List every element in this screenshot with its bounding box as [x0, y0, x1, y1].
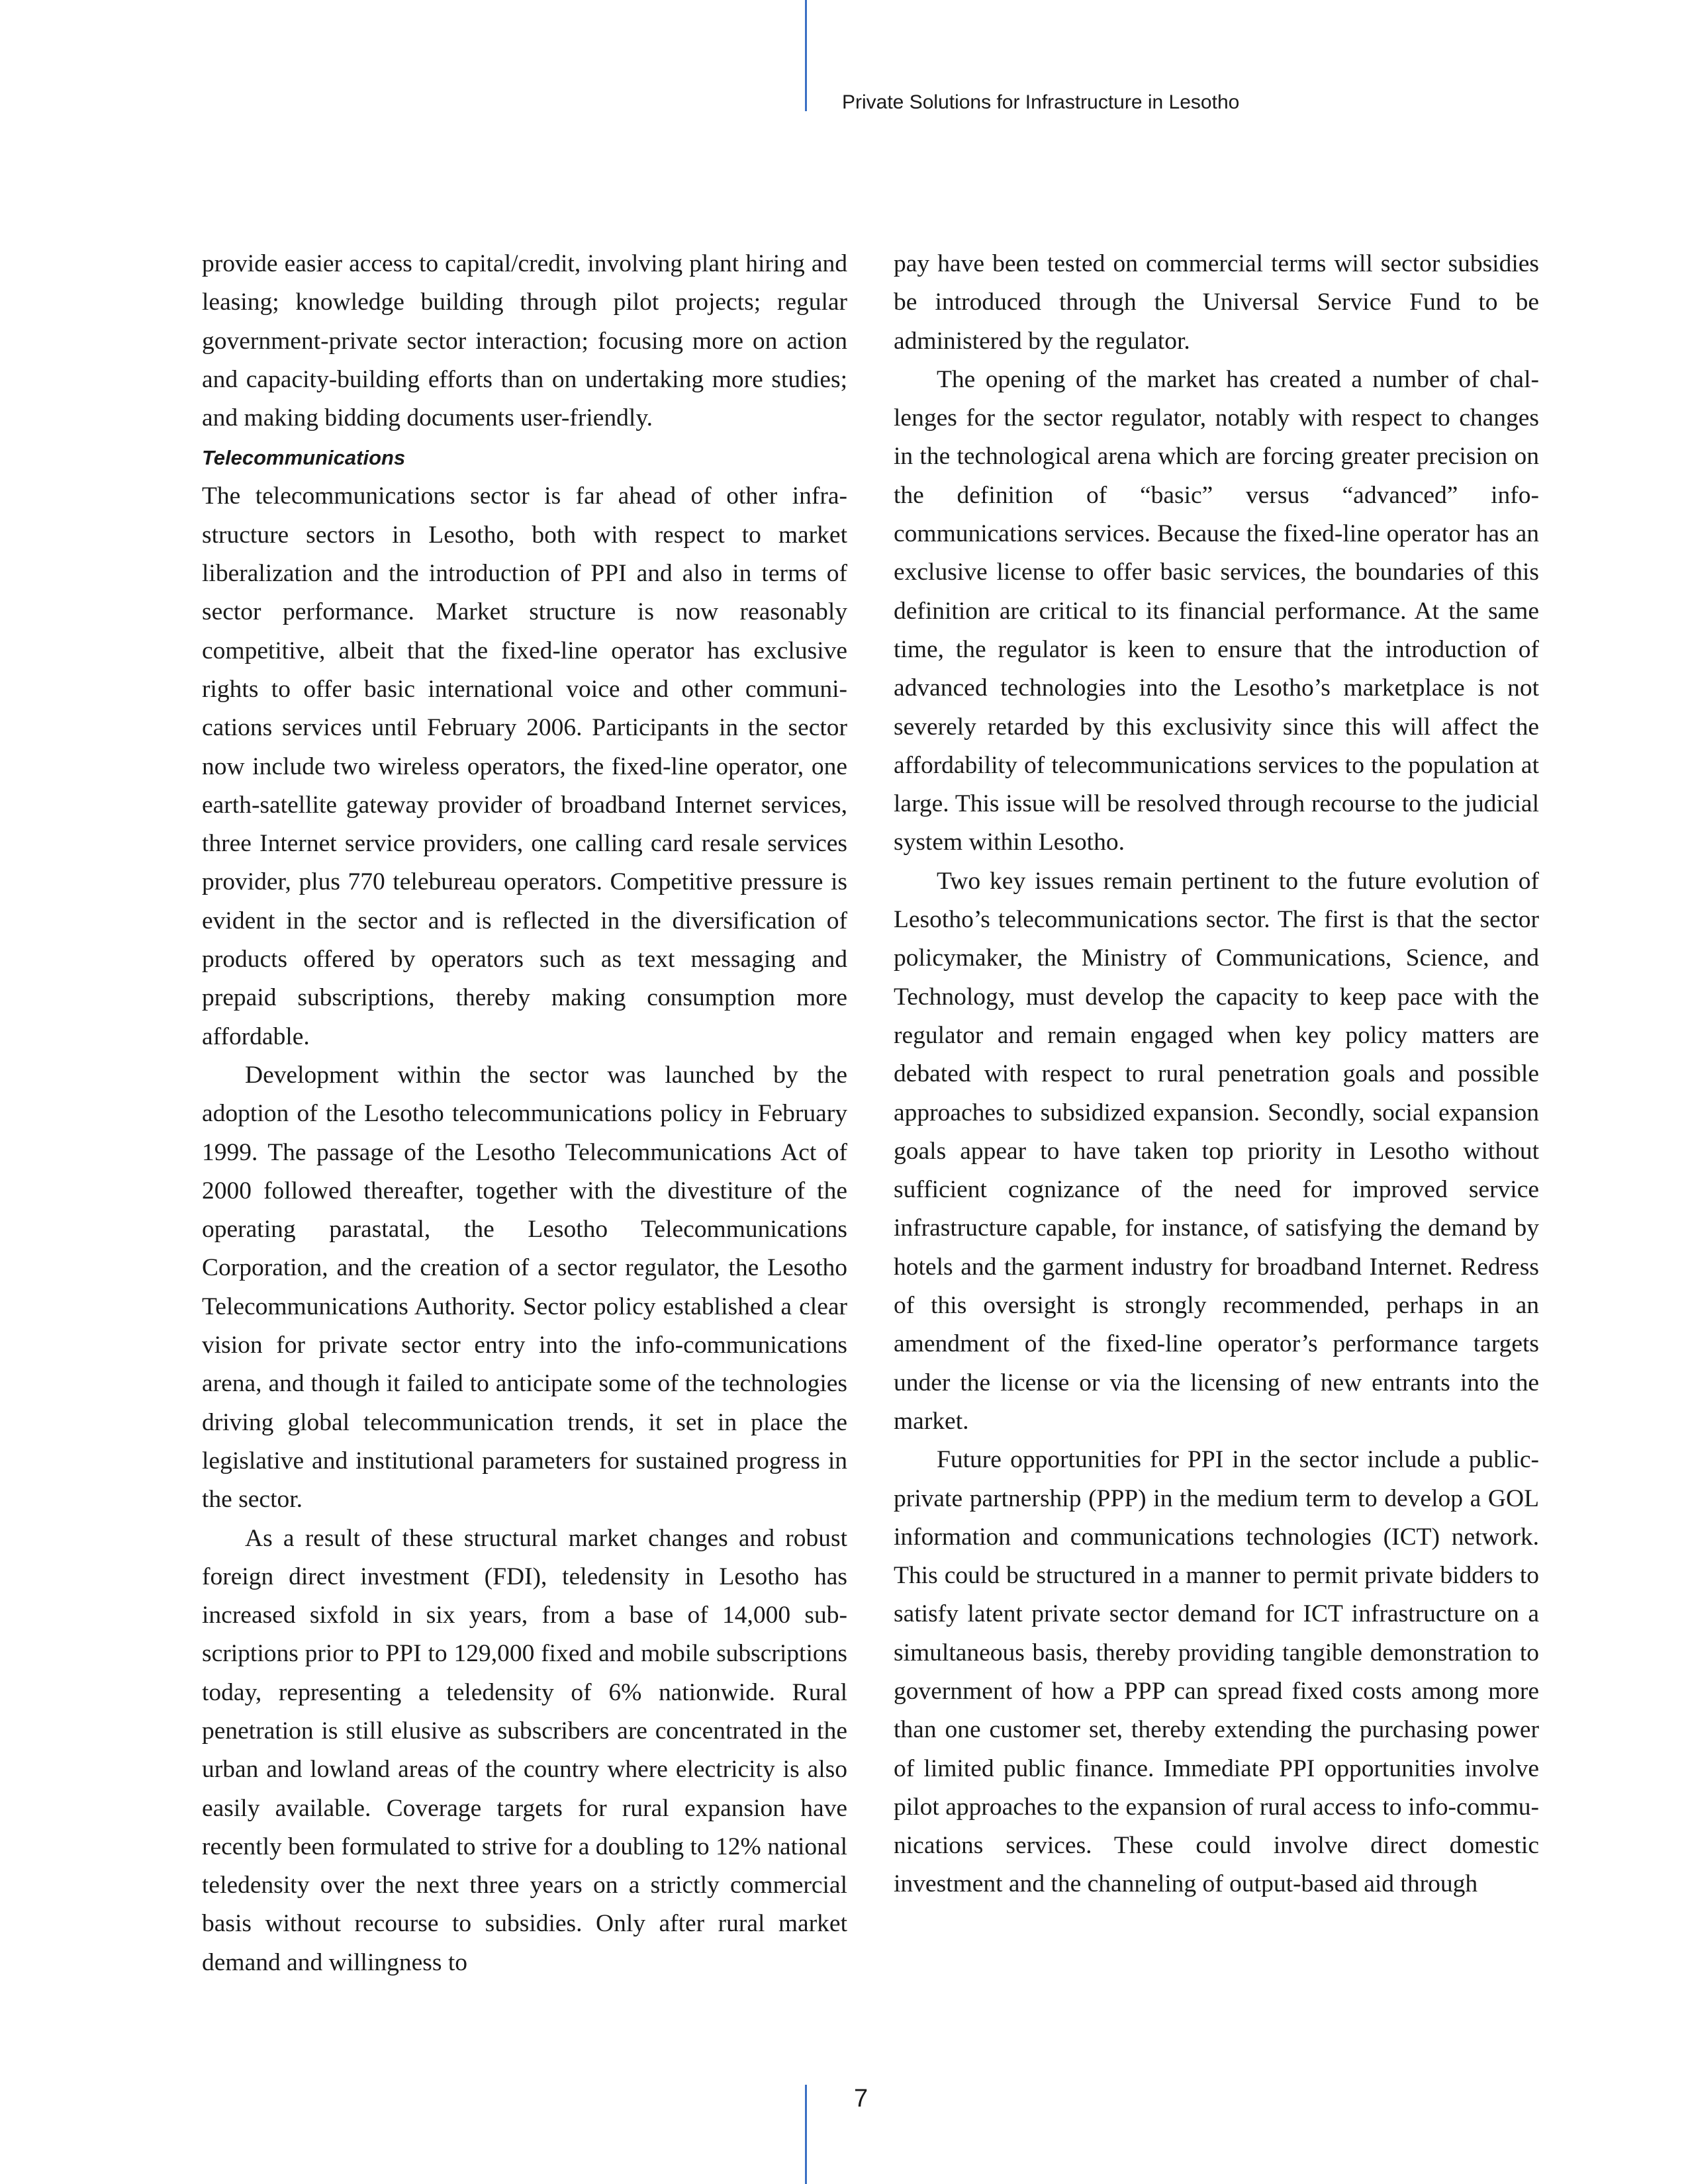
- section-heading: Telecommunications: [202, 446, 406, 470]
- running-title: Private Solutions for Infrastructure in Lesotho: [842, 91, 1240, 113]
- paragraph: Development within the sector was launched by the adoption of the Lesotho telecommunications policy in February 1999. The passage of the Lesotho Telecommunications Act of 2000 followed thereafter, together with the divestiture of the operating parastatal, the Lesotho Telecommunications Corporation, and the creation of a sector regulator, the Lesotho Telecommunications Authority. Sector policy established a clear vision for private sector entry into the info-communications arena, and though it failed to anticipate some of the technologies driving global telecommunication trends, it set in place the legislative and institutional parameters for sustained progress in the sector.: [202, 1061, 847, 1514]
- left-column: [202, 245, 847, 1982]
- paragraph: Two key issues remain pertinent to the future evolution of Lesotho’s telecommunications sector. The first is that the sector policymaker, the Ministry of Communications, Science, and Technology, must develop the capacity to keep pace with the regulator and remain engaged when key policy matters are debated with respect to rural penetration goals and possible approaches to subsidized expansion. Secondly, social expansion goals appear to have taken top priority in Lesotho without sufficient cognizance of the need for improved service infrastructure capable, for instance, of satisfying the demand by hotels and the garment industry for broadband Internet. Redress of this oversight is strongly recommended, perhaps in an amendment of the fixed-line operator’s performance targets under the license or via the licensing of new entrants into the market.: [894, 867, 1539, 1435]
- paragraph: The telecommunications sector is far ahead of other infrastructure sectors in Lesotho, both with respect to market liberalization and the introduction of PPI and also in terms of sector performance. Market structure is now reasonably competitive, albeit that the fixed-line operator has exclusive rights to offer basic international voice and other communications services until February 2006. Participants in the sector now include two wireless operators, the fixed-line operator, one earth-satellite gateway provider of broadband Internet services, three Internet service providers, one calling card resale services provider, plus 770 telebureau operators. Competitive pressure is evident in the sector and is reflected in the diversification of products offered by operators such as text messaging and prepaid subscriptions, thereby making consumption more affordable.: [202, 482, 847, 1050]
- paragraph: pay have been tested on commercial terms will sector subsidies be introduced through the Universal Service Fund to be administered by the regulator.: [894, 250, 1539, 355]
- page-number: 7: [854, 2085, 868, 2113]
- paragraph: provide easier access to capital/credit, involving plant hiring and leasing; knowledge building through pilot projects; regular government-private sector interaction; focusing more on action and capacity-building efforts than on undertaking more studies; and making bidding documents user-friendly.: [202, 250, 847, 432]
- footer-rule: [805, 2085, 807, 2184]
- right-column: [894, 245, 1539, 1904]
- paragraph: As a result of these structural market changes and robust foreign direct investment (FDI), teledensity in Lesotho has increased sixfold in six years, from a base of 14,000 subscriptions prior to PPI to 129,000 fixed and mobile subscriptions today, representing a teledensity of 6% nationwide. Rural penetration is still elusive as subscribers are concentrated in the urban and lowland areas of the country where electricity is also easily available. Coverage targets for rural expansion have recently been formulated to strive for a doubling to 12% national teledensity over the next three years on a strictly commercial basis without recourse to subsidies. Only after rural market demand and willingness to: [202, 1524, 847, 1976]
- header-rule: [805, 0, 807, 111]
- paragraph: Future opportunities for PPI in the sector include a public-private partnership (PPP) in the medium term to develop a GOL information and communications technologies (ICT) network. This could be structured in a manner to permit private bidders to satisfy latent private sector demand for ICT infrastructure on a simultaneous basis, thereby providing tangible demonstration to government of how a PPP can spread fixed costs among more than one customer set, thereby extending the purchasing power of limited public finance. Immediate PPI opportunities involve pilot approaches to the expansion of rural access to info-communications services. These could involve direct domestic investment and the channeling of output-based aid through: [894, 1446, 1539, 1898]
- paragraph: The opening of the market has created a number of challenges for the sector regulator, notably with respect to changes in the technological arena which are forcing greater precision on the definition of “basic” versus “advanced” info-communications services. Because the fixed-line operator has an exclusive license to offer basic services, the boundaries of this definition are critical to its financial performance. At the same time, the regulator is keen to ensure that the introduction of advanced technologies into the Lesotho’s marketplace is not severely retarded by this exclusivity since this will affect the affordability of telecommunications services to the population at large. This issue will be resolved through recourse to the judicial system within Lesotho.: [894, 365, 1539, 856]
